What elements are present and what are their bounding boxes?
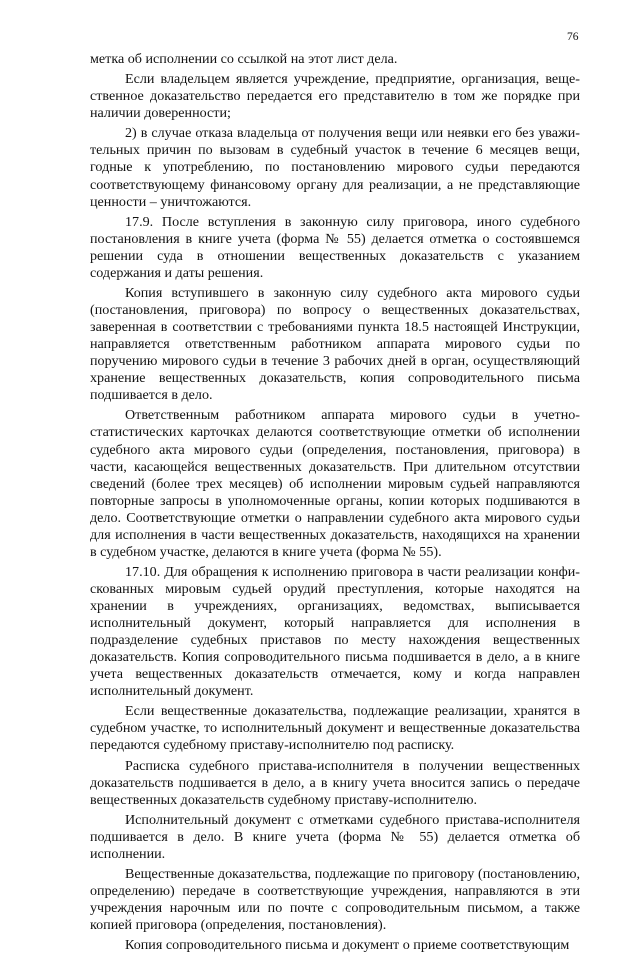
paragraph: Если вещественные доказательства, подлежащие реализации, хранятся в судебном участке, то исполнительный документ и вещественные доказательства передаются судебному приставу-исполнителю под расписку. — [90, 703, 580, 754]
page-number: 76 — [567, 31, 579, 43]
paragraph-continuation: метка об исполнении со ссылкой на этот лист дела. — [90, 51, 398, 67]
paragraph-section-17-10: 17.10. Для обращения к исполнению приговора в части реализации конфискованных мировым судьей орудий преступления, которые находятся на хранении в учреждениях, организациях, ведомствах, выписывается исполнительный документ, который направляется для исполнения в подразделение судебных приставов по месту нахождения вещественных доказательств. Копия сопроводительного письма подшивается в дело, а в книге учета вещественных доказательств отмечается, кому и когда направлен исполнительный документ. — [90, 563, 580, 700]
paragraph: 2) в случае отказа владельца от получения вещи или неявки его без уважительных причин по вызовам в судебный участок в течение 6 месяцев вещи, годные к употреблению, по постановлению мирового судьи передаются соответствующему финансовому органу для реализации, а не представляющие ценности – уничтожаются. — [90, 125, 580, 210]
paragraph: Копия сопроводительного письма и документ о приеме соответствующим — [125, 937, 570, 954]
paragraph-section-17-9: 17.9. После вступления в законную силу приговора, иного судебного постановления в книге учета (форма № 55) делается отметка о состоявшемся решении суда в отношении вещественных доказательств с указанием содержания и даты решения. — [90, 213, 580, 281]
paragraph: Расписка судебного пристава-исполнителя в получении вещественных доказательств подшивается в дело, а в книгу учета вносится запись о передаче вещественных доказательств судебному приставу-исполнителю. — [90, 757, 580, 808]
paragraph: Если владельцем является учреждение, предприятие, организация, вещественное доказательство передается его представителю в том же порядке при наличии доверенности; — [90, 71, 580, 122]
paragraph: Исполнительный документ с отметками судебного пристава-исполнителя подшивается в дело. В книге учета (форма № 55) делается отметка об исполнении. — [90, 811, 580, 862]
paragraph: Вещественные доказательства, подлежащие по приговору (постановлению, определению) передаче в соответствующие учреждения, направляются в эти учреждения нарочным или по почте с сопроводительным письмом, а также копией приговора (определения, постановления). — [90, 866, 580, 934]
paragraph: Ответственным работником аппарата мирового судьи в учетно-статистических карточках делаются соответствующие отметки об исполнении судебного акта мирового судьи (определения, постановления, приговора) в части, касающейся вещественных доказательств. При длительном отсутствии сведений (более трех месяцев) об исполнении мировым судьей направляются повторные запросы в уполномоченные органы, копии которых подшиваются в дело. Соответствующие отметки о направлении судебного акта мирового судьи для исполнения в части вещественных доказательств, находящихся на хранении в судебном участке, делаются в книге учета (форма № 55). — [90, 407, 580, 560]
paragraph: Копия вступившего в законную силу судебного акта мирового судьи (постановления, приговора) по вопросу о вещественных доказательствах, заверенная в соответствии с требованиями пункта 18.5 настоящей Инструкции, направляется ответственным работником аппарата мирового судьи по поручению мирового судьи в течение 3 рабочих дней в орган, осуществляющий хранение вещественных доказательств, копия сопроводительного письма подшивается в дело. — [90, 284, 580, 404]
body-text — [90, 51, 580, 958]
